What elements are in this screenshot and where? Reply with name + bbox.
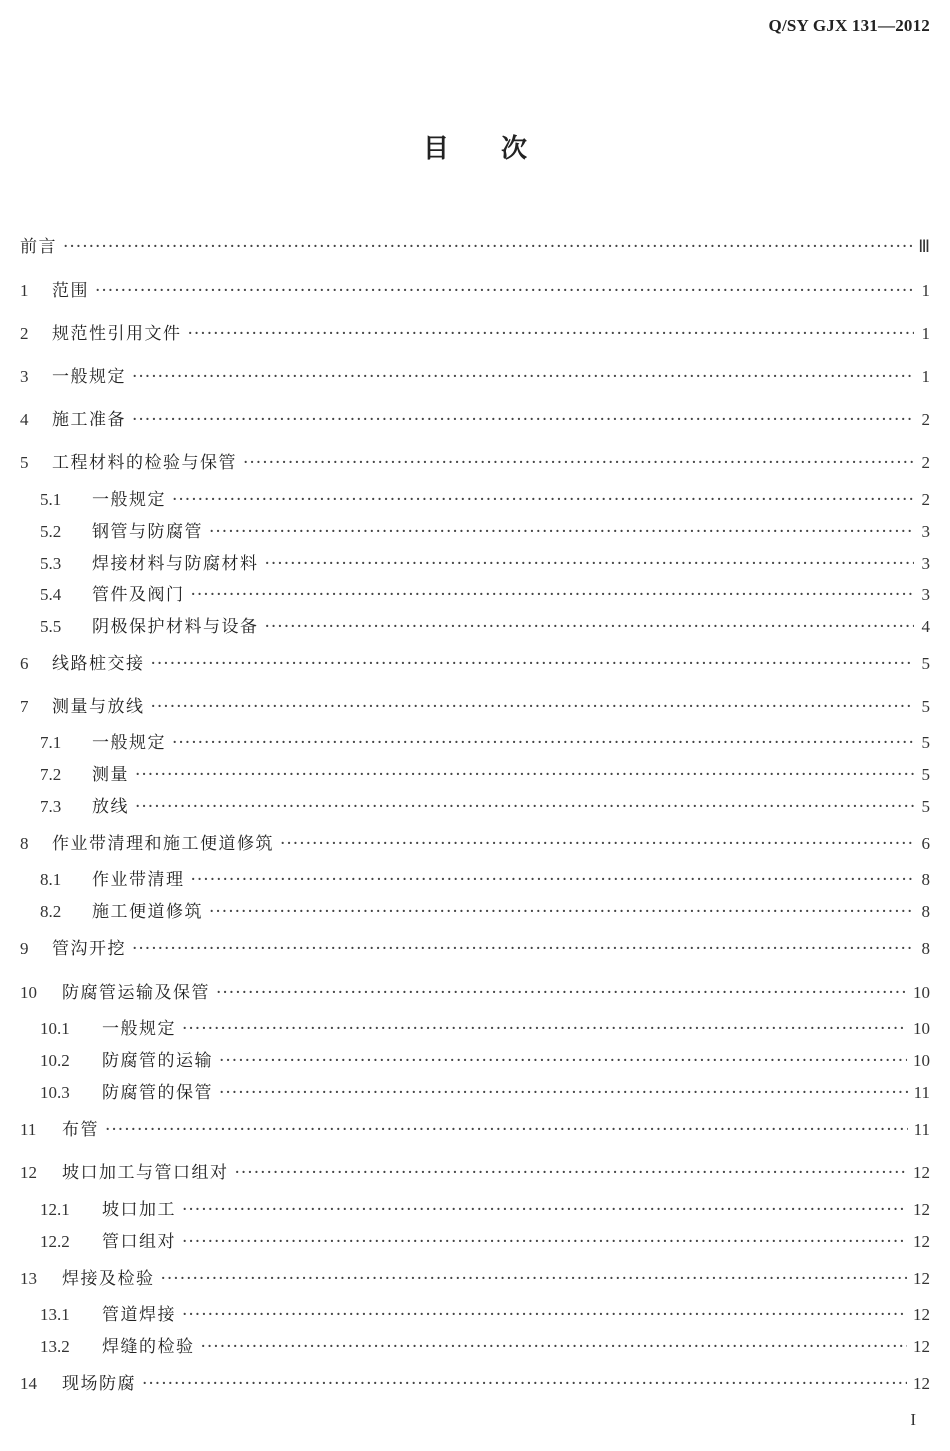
toc-number: 12.2	[40, 1232, 70, 1251]
toc-page-number: 12	[913, 1305, 930, 1324]
toc-number: 10.1	[40, 1019, 70, 1038]
toc-entry[interactable]	[20, 695, 930, 719]
toc-label: 坡口加工与管口组对	[62, 1163, 229, 1183]
toc-entry[interactable]	[20, 365, 930, 389]
toc-page-number: 12	[913, 1200, 930, 1219]
toc-label: 范围	[52, 281, 89, 301]
toc-label: 焊接材料与防腐材料	[92, 554, 259, 574]
toc-page-number: 10	[913, 983, 930, 1002]
dot-leader	[201, 1335, 908, 1359]
toc-subentry[interactable]	[40, 1081, 930, 1105]
dot-leader	[209, 900, 914, 924]
toc-number: 10.3	[40, 1083, 70, 1102]
toc-number: 9	[20, 939, 29, 958]
dot-leader	[280, 832, 914, 856]
toc-label: 一般规定	[102, 1019, 176, 1039]
toc-subentry[interactable]	[40, 488, 930, 512]
dot-leader	[172, 731, 914, 755]
toc-subentry[interactable]	[40, 900, 930, 924]
toc-label: 坡口加工	[102, 1200, 176, 1220]
toc-subentry[interactable]	[40, 868, 930, 892]
dot-leader	[142, 1372, 907, 1396]
toc-label: 管件及阀门	[92, 585, 185, 605]
toc-subentry[interactable]	[40, 1017, 930, 1041]
toc-page-number: 12	[913, 1163, 930, 1182]
dot-leader	[151, 695, 915, 719]
toc-page-number: 12	[913, 1269, 930, 1288]
toc-subentry[interactable]	[40, 1230, 930, 1254]
toc-number: 7	[20, 697, 29, 716]
toc-label: 规范性引用文件	[52, 324, 182, 344]
toc-number: 12	[20, 1163, 37, 1182]
toc-number: 13	[20, 1269, 37, 1288]
toc-label: 测量与放线	[52, 697, 145, 717]
toc-label: 防腐管运输及保管	[62, 983, 210, 1003]
dot-leader	[182, 1230, 907, 1254]
page-title	[0, 128, 950, 165]
toc-page-number: 11	[913, 1120, 930, 1139]
toc-label: 测量	[92, 765, 129, 785]
dot-leader	[182, 1303, 907, 1327]
toc-entry[interactable]	[20, 652, 930, 676]
toc-page-number: 12	[913, 1337, 930, 1356]
toc-number: 12.1	[40, 1200, 70, 1219]
toc-number: 10	[20, 983, 37, 1002]
toc-number: 8	[20, 834, 29, 853]
dot-leader	[191, 868, 915, 892]
toc-subentry[interactable]	[40, 520, 930, 544]
toc-number: 14	[20, 1374, 37, 1393]
toc-subentry[interactable]	[40, 1303, 930, 1327]
toc-label: 线路桩交接	[52, 654, 145, 674]
dot-leader	[209, 520, 914, 544]
toc-number: 11	[20, 1120, 37, 1139]
dot-leader	[95, 279, 914, 303]
toc-number: 13.2	[40, 1337, 70, 1356]
toc-label: 施工准备	[52, 410, 126, 430]
toc-subentry[interactable]	[40, 731, 930, 755]
toc-label: 焊缝的检验	[102, 1337, 195, 1357]
toc-number: 2	[20, 324, 29, 343]
toc-entry[interactable]	[20, 1372, 930, 1396]
toc-page-number: 2	[921, 410, 930, 429]
toc-number: 10.2	[40, 1051, 70, 1070]
toc-subentry[interactable]	[40, 1335, 930, 1359]
title-char-2: 次	[501, 134, 528, 164]
toc-number: 5.2	[40, 522, 62, 541]
dot-leader	[191, 583, 915, 607]
toc-page-number: 8	[921, 902, 930, 921]
toc-entry[interactable]	[20, 235, 930, 259]
toc-page-number: 1	[921, 367, 930, 386]
toc-number: 5.5	[40, 617, 62, 636]
toc-subentry[interactable]	[40, 583, 930, 607]
toc-label: 钢管与防腐管	[92, 522, 203, 542]
toc-number: 7.3	[40, 797, 62, 816]
toc-number: 5.1	[40, 490, 62, 509]
toc-number: 6	[20, 654, 29, 673]
title-char-1: 目	[422, 134, 449, 164]
toc-label: 管道焊接	[102, 1305, 176, 1325]
page-number: I	[910, 1410, 916, 1429]
toc-page-number: 12	[913, 1232, 930, 1251]
toc-entry[interactable]	[20, 408, 930, 432]
toc-subentry[interactable]	[40, 795, 930, 819]
dot-leader	[161, 1267, 908, 1291]
toc-entry[interactable]	[20, 832, 930, 856]
toc-page-number: 8	[921, 939, 930, 958]
dot-leader	[132, 937, 914, 961]
toc-label: 一般规定	[92, 490, 166, 510]
dot-leader	[105, 1118, 908, 1142]
dot-leader	[135, 763, 914, 787]
document-code: Q/SY GJX 131—2012	[768, 16, 930, 35]
toc-label: 一般规定	[52, 367, 126, 387]
toc-entry[interactable]	[20, 322, 930, 346]
toc-label: 前言	[20, 237, 57, 257]
toc-label: 焊接及检验	[62, 1269, 155, 1289]
toc-subentry[interactable]	[40, 552, 930, 576]
toc-number: 3	[20, 367, 29, 386]
toc-label: 作业带清理和施工便道修筑	[52, 834, 274, 854]
dot-leader	[265, 552, 915, 576]
toc-label: 作业带清理	[92, 870, 185, 890]
toc-label: 施工便道修筑	[92, 902, 203, 922]
toc-page-number: Ⅲ	[918, 237, 930, 256]
toc-page-number: 1	[921, 281, 930, 300]
dot-leader	[219, 1049, 907, 1073]
toc-entry[interactable]	[20, 279, 930, 303]
toc-page-number: 12	[913, 1374, 930, 1393]
dot-leader	[151, 652, 915, 676]
toc-entry[interactable]	[20, 937, 930, 961]
toc-page-number: 5	[921, 654, 930, 673]
dot-leader	[219, 1081, 908, 1105]
toc-number: 8.2	[40, 902, 62, 921]
dot-leader	[216, 981, 907, 1005]
toc-number: 4	[20, 410, 29, 429]
toc-label: 放线	[92, 797, 129, 817]
toc-number: 8.1	[40, 870, 62, 889]
toc-page-number: 3	[921, 554, 930, 573]
dot-leader	[63, 235, 912, 259]
toc-number: 1	[20, 281, 29, 300]
toc-label: 防腐管的运输	[102, 1051, 213, 1071]
toc-page-number: 4	[921, 617, 930, 636]
toc-subentry[interactable]	[40, 615, 930, 639]
toc-label: 工程材料的检验与保管	[52, 453, 237, 473]
toc-label: 阴极保护材料与设备	[92, 617, 259, 637]
toc-entry[interactable]	[20, 1118, 930, 1142]
dot-leader	[172, 488, 914, 512]
dot-leader	[188, 322, 915, 346]
toc-label: 一般规定	[92, 733, 166, 753]
dot-leader	[182, 1198, 907, 1222]
dot-leader	[132, 365, 914, 389]
dot-leader	[182, 1017, 907, 1041]
dot-leader	[135, 795, 914, 819]
toc-entry[interactable]	[20, 451, 930, 475]
toc-page-number: 5	[921, 797, 930, 816]
toc-subentry[interactable]	[40, 763, 930, 787]
toc-page-number: 5	[921, 765, 930, 784]
toc-page-number: 3	[921, 522, 930, 541]
toc-label: 管口组对	[102, 1232, 176, 1252]
toc-page-number: 2	[921, 453, 930, 472]
toc-page-number: 6	[921, 834, 930, 853]
dot-leader	[243, 451, 914, 475]
toc-page-number: 2	[921, 490, 930, 509]
toc-page-number: 5	[921, 733, 930, 752]
toc-number: 5	[20, 453, 29, 472]
toc-number: 7.2	[40, 765, 62, 784]
dot-leader	[132, 408, 914, 432]
dot-leader	[265, 615, 915, 639]
toc-number: 5.4	[40, 585, 62, 604]
toc-page-number: 5	[921, 697, 930, 716]
toc-number: 7.1	[40, 733, 62, 752]
toc-label: 防腐管的保管	[102, 1083, 213, 1103]
toc-page-number: 1	[921, 324, 930, 343]
toc-entry[interactable]	[20, 981, 930, 1005]
toc-page-number: 10	[913, 1051, 930, 1070]
toc-page-number: 10	[913, 1019, 930, 1038]
toc-entry[interactable]	[20, 1267, 930, 1291]
dot-leader	[235, 1161, 908, 1185]
toc-subentry[interactable]	[40, 1198, 930, 1222]
toc-number: 5.3	[40, 554, 62, 573]
toc-number: 13.1	[40, 1305, 70, 1324]
toc-page-number: 3	[921, 585, 930, 604]
toc-subentry[interactable]	[40, 1049, 930, 1073]
toc-label: 管沟开挖	[52, 939, 126, 959]
toc-page-number: 8	[921, 870, 930, 889]
toc-entry[interactable]	[20, 1161, 930, 1185]
toc-label: 现场防腐	[62, 1374, 136, 1394]
toc-label: 布管	[62, 1120, 99, 1140]
toc-page-number: 11	[913, 1083, 930, 1102]
